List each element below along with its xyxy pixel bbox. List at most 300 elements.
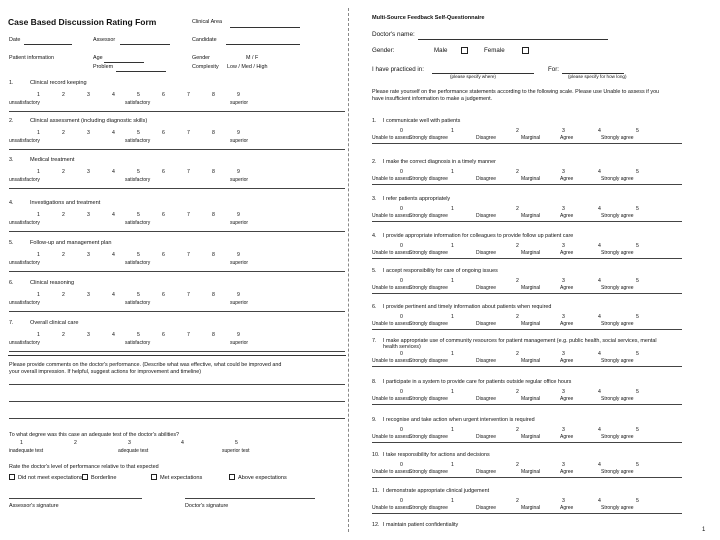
- scale-label: Agree: [560, 250, 574, 256]
- item-comment-line[interactable]: [9, 231, 345, 232]
- scale-label: Strongly disagree: [409, 250, 448, 256]
- date-label: Date: [9, 37, 21, 43]
- practiced-in-field[interactable]: [432, 66, 534, 74]
- scale-label: Disagree: [476, 250, 497, 256]
- scale-label: Strongly agree: [601, 285, 634, 291]
- expectation-option[interactable]: [82, 474, 117, 481]
- scale-option[interactable]: 8: [212, 212, 215, 218]
- scale-option[interactable]: 2: [516, 128, 519, 134]
- scale-label: Unable to assess: [372, 396, 411, 402]
- scale-label: Marginal: [521, 358, 541, 364]
- adequacy-option[interactable]: 4: [181, 440, 184, 446]
- scale-label: Strongly disagree: [409, 285, 448, 291]
- mid-anchor-label: satisfactory: [125, 300, 151, 306]
- age-label: Age: [93, 55, 103, 61]
- statement-number: 12.: [372, 522, 380, 528]
- mid-anchor-label: satisfactory: [125, 100, 151, 106]
- scale-label: Strongly disagree: [409, 469, 448, 475]
- adequacy-label: superior test: [222, 448, 250, 454]
- high-anchor-label: superior: [230, 260, 249, 266]
- scale-option[interactable]: 2: [62, 292, 65, 298]
- scale-option[interactable]: 3: [562, 206, 565, 212]
- scale-option[interactable]: 3: [87, 252, 90, 258]
- scale-option[interactable]: 8: [212, 332, 215, 338]
- statement-number: 8.: [372, 379, 377, 385]
- scale-option[interactable]: 1: [451, 243, 454, 249]
- scale-option[interactable]: 1: [37, 332, 40, 338]
- item-comment-line[interactable]: [9, 311, 345, 312]
- scale-option[interactable]: 6: [162, 252, 165, 258]
- scale-option[interactable]: 1: [451, 206, 454, 212]
- scale-option[interactable]: 0: [400, 462, 403, 468]
- expectation-option[interactable]: [151, 474, 202, 481]
- scale-option[interactable]: 2: [62, 332, 65, 338]
- scale-option[interactable]: 2: [516, 389, 519, 395]
- expectation-option[interactable]: [229, 474, 287, 481]
- scale-option[interactable]: 5: [137, 252, 140, 258]
- female-checkbox[interactable]: [522, 47, 529, 54]
- statement-text: I accept responsibility for care of ongoing issues: [383, 268, 498, 274]
- scale-label: Strongly agree: [601, 358, 634, 364]
- scale-label: Strongly disagree: [409, 434, 448, 440]
- low-anchor-label: unsatisfactory: [9, 260, 40, 266]
- scale-label: Marginal: [521, 135, 541, 141]
- scale-option[interactable]: 3: [562, 243, 565, 249]
- scale-option[interactable]: 3: [562, 351, 565, 357]
- scale-label: Agree: [560, 505, 574, 511]
- scale-label: Unable to assess: [372, 250, 411, 256]
- scale-option[interactable]: 8: [212, 252, 215, 258]
- scale-label: Disagree: [476, 213, 497, 219]
- item-comment-line[interactable]: [9, 111, 345, 112]
- candidate-label: Candidate: [192, 37, 217, 43]
- high-anchor-label: superior: [230, 138, 249, 144]
- scale-option[interactable]: 7: [187, 169, 190, 175]
- item-number: 1.: [9, 80, 14, 86]
- assessor-signature-line[interactable]: [9, 498, 142, 499]
- scale-option[interactable]: 4: [598, 314, 601, 320]
- scale-option[interactable]: 3: [562, 128, 565, 134]
- scale-option[interactable]: 9: [237, 212, 240, 218]
- checkbox[interactable]: [82, 474, 88, 480]
- high-anchor-label: superior: [230, 340, 249, 346]
- low-anchor-label: unsatisfactory: [9, 340, 40, 346]
- item-comment-line[interactable]: [9, 149, 345, 150]
- scale-option[interactable]: 1: [451, 427, 454, 433]
- scale-label: Unable to assess: [372, 505, 411, 511]
- scale-option[interactable]: 2: [516, 243, 519, 249]
- scale-label: Agree: [560, 135, 574, 141]
- scale-option[interactable]: 4: [112, 292, 115, 298]
- scale-option[interactable]: 8: [212, 130, 215, 136]
- comment-line[interactable]: [9, 384, 345, 385]
- statement-rule: [372, 442, 682, 443]
- scale-option[interactable]: 3: [562, 427, 565, 433]
- assessor-field[interactable]: [120, 37, 170, 45]
- mid-anchor-label: satisfactory: [125, 340, 151, 346]
- mid-anchor-label: satisfactory: [125, 138, 151, 144]
- adequacy-option[interactable]: 5: [235, 440, 238, 446]
- scale-label: Strongly agree: [601, 250, 634, 256]
- scale-option[interactable]: 3: [562, 278, 565, 284]
- scale-option[interactable]: 5: [137, 332, 140, 338]
- item-comment-line[interactable]: [9, 351, 345, 352]
- expectation-option[interactable]: [9, 474, 83, 481]
- patient-information-label: Patient information: [9, 55, 54, 61]
- statement-rule: [372, 184, 682, 185]
- scale-option[interactable]: 4: [598, 128, 601, 134]
- statement-text: I provide pertinent and timely information about patients when required: [383, 304, 552, 310]
- scale-option[interactable]: 2: [62, 92, 65, 98]
- statement-text: I make the correct diagnosis in a timely manner: [383, 159, 496, 165]
- statement-number: 2.: [372, 159, 377, 165]
- statement-text-continued: health services): [383, 344, 421, 350]
- scale-option[interactable]: 4: [598, 389, 601, 395]
- scale-option[interactable]: 3: [87, 292, 90, 298]
- item-title: Investigations and treatment: [30, 200, 101, 206]
- scale-option[interactable]: 2: [516, 351, 519, 357]
- statement-text: I provide appropriate information for colleagues to provide follow up patient care: [383, 233, 574, 239]
- scale-option[interactable]: 6: [162, 169, 165, 175]
- item-comment-line[interactable]: [9, 188, 345, 189]
- scale-option[interactable]: 8: [212, 169, 215, 175]
- scale-label: Strongly disagree: [409, 213, 448, 219]
- low-anchor-label: unsatisfactory: [9, 138, 40, 144]
- statement-rule: [372, 293, 682, 294]
- scale-option[interactable]: 1: [451, 351, 454, 357]
- scale-option[interactable]: 4: [598, 351, 601, 357]
- doctor-signature-label: Doctor's signature: [185, 503, 229, 509]
- statement-rule: [372, 513, 682, 514]
- assessor-signature-label: Assessor's signature: [9, 503, 59, 509]
- scale-label: Agree: [560, 434, 574, 440]
- scale-label: Agree: [560, 321, 574, 327]
- scale-label: Strongly disagree: [409, 358, 448, 364]
- scale-option[interactable]: 0: [400, 498, 403, 504]
- scale-option[interactable]: 0: [400, 314, 403, 320]
- item-number: 4.: [9, 200, 14, 206]
- item-number: 2.: [9, 118, 14, 124]
- scale-option[interactable]: 3: [87, 130, 90, 136]
- scale-option[interactable]: 1: [37, 130, 40, 136]
- scale-label: Agree: [560, 469, 574, 475]
- female-label: Female: [484, 47, 505, 54]
- doctors-name-field[interactable]: [418, 32, 608, 40]
- scale-option[interactable]: 9: [237, 292, 240, 298]
- scale-option[interactable]: 6: [162, 332, 165, 338]
- statement-rule: [372, 366, 682, 367]
- scale-option[interactable]: 4: [112, 130, 115, 136]
- scale-option[interactable]: 2: [62, 212, 65, 218]
- checkbox[interactable]: [229, 474, 235, 480]
- scale-option[interactable]: 5: [137, 130, 140, 136]
- scale-option[interactable]: 4: [598, 206, 601, 212]
- statement-text: I maintain patient confidentiality: [383, 522, 459, 528]
- gender-label-right: Gender:: [372, 47, 395, 54]
- scale-option[interactable]: 1: [37, 212, 40, 218]
- for-field[interactable]: [562, 66, 624, 74]
- scale-option[interactable]: 5: [636, 498, 639, 504]
- scale-option[interactable]: 2: [516, 498, 519, 504]
- scale-option[interactable]: 5: [636, 206, 639, 212]
- scale-label: Strongly agree: [601, 213, 634, 219]
- scale-option[interactable]: 5: [636, 351, 639, 357]
- scale-label: Disagree: [476, 469, 497, 475]
- scale-option[interactable]: 4: [598, 462, 601, 468]
- statement-number: 10.: [372, 452, 380, 458]
- scale-option[interactable]: 7: [187, 252, 190, 258]
- scale-option[interactable]: 0: [400, 169, 403, 175]
- scale-label: Marginal: [521, 505, 541, 511]
- scale-option[interactable]: 6: [162, 292, 165, 298]
- scale-option[interactable]: 1: [37, 292, 40, 298]
- scale-option[interactable]: 5: [636, 314, 639, 320]
- divider-line: [8, 355, 346, 356]
- scale-option[interactable]: 5: [636, 427, 639, 433]
- scale-option[interactable]: 4: [598, 243, 601, 249]
- scale-option[interactable]: 3: [87, 212, 90, 218]
- date-field[interactable]: [24, 37, 72, 45]
- adequacy-option[interactable]: 3: [128, 440, 131, 446]
- statement-number: 4.: [372, 233, 377, 239]
- rate-level-text: Rate the doctor's level of performance relative to that expected: [9, 464, 159, 470]
- scale-option[interactable]: 1: [37, 169, 40, 175]
- scale-option[interactable]: 4: [598, 169, 601, 175]
- scale-label: Strongly agree: [601, 396, 634, 402]
- scale-label: Strongly disagree: [409, 396, 448, 402]
- scale-option[interactable]: 4: [598, 498, 601, 504]
- statement-text: I recognise and take action when urgent intervention is required: [383, 417, 535, 423]
- scale-option[interactable]: 3: [562, 169, 565, 175]
- scale-option[interactable]: 1: [451, 314, 454, 320]
- statement-text: I refer patients appropriately: [383, 196, 451, 202]
- scale-option[interactable]: 8: [212, 92, 215, 98]
- scale-option[interactable]: 1: [451, 462, 454, 468]
- scale-label: Disagree: [476, 285, 497, 291]
- scale-label: Unable to assess: [372, 285, 411, 291]
- scale-option[interactable]: 9: [237, 130, 240, 136]
- high-anchor-label: superior: [230, 220, 249, 226]
- statement-rule: [372, 329, 682, 330]
- scale-option[interactable]: 5: [137, 292, 140, 298]
- practiced-in-label: I have practiced in:: [372, 66, 424, 73]
- scale-label: Agree: [560, 358, 574, 364]
- scale-option[interactable]: 5: [636, 169, 639, 175]
- assessor-label: Assessor: [93, 37, 116, 43]
- statement-number: 11.: [372, 488, 380, 494]
- statement-rule: [372, 221, 682, 222]
- item-title: Medical treatment: [30, 157, 75, 163]
- scale-option[interactable]: 1: [37, 252, 40, 258]
- scale-option[interactable]: 2: [516, 206, 519, 212]
- scale-option[interactable]: 1: [451, 389, 454, 395]
- scale-label: Agree: [560, 396, 574, 402]
- scale-label: Marginal: [521, 176, 541, 182]
- comment-line[interactable]: [9, 418, 345, 419]
- adequacy-question: To what degree was this case an adequate test of the doctor's abilities?: [9, 432, 180, 438]
- right-form-title: Multi-Source Feedback Self-Questionnaire: [372, 15, 485, 21]
- scale-option[interactable]: 9: [237, 332, 240, 338]
- scale-option[interactable]: 0: [400, 278, 403, 284]
- scale-option[interactable]: 5: [636, 462, 639, 468]
- scale-label: Strongly agree: [601, 321, 634, 327]
- item-comment-line[interactable]: [9, 271, 345, 272]
- expectation-label: Met expectations: [160, 475, 203, 481]
- item-number: 7.: [9, 320, 14, 326]
- scale-option[interactable]: 4: [598, 427, 601, 433]
- scale-option[interactable]: 1: [451, 278, 454, 284]
- scale-option[interactable]: 1: [451, 169, 454, 175]
- statement-rule: [372, 404, 682, 405]
- scale-option[interactable]: 3: [562, 389, 565, 395]
- scale-option[interactable]: 5: [137, 212, 140, 218]
- scale-option[interactable]: 0: [400, 128, 403, 134]
- scale-label: Unable to assess: [372, 213, 411, 219]
- scale-label: Unable to assess: [372, 469, 411, 475]
- scale-option[interactable]: 5: [137, 169, 140, 175]
- scale-option[interactable]: 4: [112, 169, 115, 175]
- scale-label: Disagree: [476, 135, 497, 141]
- expectation-label: Above expectations: [238, 475, 287, 481]
- item-title: Clinical reasoning: [30, 280, 75, 286]
- scale-option[interactable]: 0: [400, 427, 403, 433]
- scale-label: Marginal: [521, 396, 541, 402]
- scale-label: Disagree: [476, 434, 497, 440]
- statement-text: I participate in a system to provide care for patients outside regular office hours: [383, 379, 572, 385]
- scale-option[interactable]: 1: [451, 128, 454, 134]
- scale-option[interactable]: 5: [636, 128, 639, 134]
- scale-option[interactable]: 7: [187, 332, 190, 338]
- item-title: Clinical assessment (including diagnostic skills): [30, 118, 148, 124]
- scale-option[interactable]: 0: [400, 351, 403, 357]
- comments-instruction-2: your overall impression. If helpful, suggest actions for improvement and timeline): [9, 369, 202, 375]
- scale-label: Strongly agree: [601, 505, 634, 511]
- scale-option[interactable]: 3: [562, 462, 565, 468]
- statement-text: I make appropriate use of community resources for patient management (e.g. public health, social services, mental: [383, 338, 657, 344]
- statement-number: 6.: [372, 304, 377, 310]
- scale-option[interactable]: 3: [87, 332, 90, 338]
- checkbox[interactable]: [9, 474, 15, 480]
- scale-option[interactable]: 5: [636, 278, 639, 284]
- gender-label: Gender: [192, 55, 210, 61]
- scale-label: Strongly agree: [601, 176, 634, 182]
- scale-option[interactable]: 6: [162, 130, 165, 136]
- scale-label: Marginal: [521, 250, 541, 256]
- doctor-signature-line[interactable]: [185, 498, 315, 499]
- comment-line[interactable]: [9, 401, 345, 402]
- statement-rule: [372, 258, 682, 259]
- high-anchor-label: superior: [230, 100, 249, 106]
- scale-option[interactable]: 9: [237, 252, 240, 258]
- scale-option[interactable]: 7: [187, 130, 190, 136]
- scale-option[interactable]: 2: [62, 169, 65, 175]
- scale-option[interactable]: 7: [187, 292, 190, 298]
- item-number: 5.: [9, 240, 14, 246]
- scale-label: Strongly disagree: [409, 135, 448, 141]
- instructions-line-1: Please rate yourself on the performance statements according to the following scale. Please use Unable to assess if you: [372, 89, 660, 95]
- scale-option[interactable]: 4: [112, 92, 115, 98]
- scale-option[interactable]: 4: [112, 212, 115, 218]
- scale-option[interactable]: 0: [400, 389, 403, 395]
- low-anchor-label: unsatisfactory: [9, 300, 40, 306]
- statement-number: 9.: [372, 417, 377, 423]
- scale-option[interactable]: 2: [516, 427, 519, 433]
- specify-how-long-hint: (please specify for how long): [568, 74, 627, 79]
- adequacy-option[interactable]: 2: [74, 440, 77, 446]
- scale-option[interactable]: 2: [516, 169, 519, 175]
- scale-label: Agree: [560, 213, 574, 219]
- scale-option[interactable]: 1: [37, 92, 40, 98]
- male-checkbox[interactable]: [461, 47, 468, 54]
- adequacy-label: inadequate test: [9, 448, 44, 454]
- complexity-value[interactable]: Low / Med / High: [227, 64, 268, 70]
- problem-field[interactable]: [116, 64, 166, 72]
- item-title: Clinical record keeping: [30, 80, 87, 86]
- scale-option[interactable]: 1: [451, 498, 454, 504]
- scale-option[interactable]: 2: [516, 314, 519, 320]
- scale-option[interactable]: 5: [137, 92, 140, 98]
- statement-number: 7.: [372, 338, 377, 344]
- scale-label: Unable to assess: [372, 434, 411, 440]
- scale-label: Disagree: [476, 396, 497, 402]
- scale-label: Strongly disagree: [409, 321, 448, 327]
- adequacy-option[interactable]: 1: [20, 440, 23, 446]
- scale-option[interactable]: 9: [237, 169, 240, 175]
- scale-option[interactable]: 4: [112, 332, 115, 338]
- scale-option[interactable]: 2: [62, 252, 65, 258]
- scale-option[interactable]: 7: [187, 212, 190, 218]
- low-anchor-label: unsatisfactory: [9, 177, 40, 183]
- scale-option[interactable]: 6: [162, 212, 165, 218]
- gender-value[interactable]: M / F: [246, 55, 259, 61]
- scale-option[interactable]: 2: [516, 278, 519, 284]
- age-field[interactable]: [104, 55, 144, 63]
- scale-option[interactable]: 5: [636, 389, 639, 395]
- scale-option[interactable]: 3: [87, 169, 90, 175]
- scale-option[interactable]: 3: [87, 92, 90, 98]
- scale-option[interactable]: 7: [187, 92, 190, 98]
- scale-option[interactable]: 0: [400, 206, 403, 212]
- clinical-area-field[interactable]: [230, 20, 300, 28]
- specify-where-hint: (please specify where): [450, 74, 496, 79]
- scale-option[interactable]: 5: [636, 243, 639, 249]
- scale-label: Unable to assess: [372, 135, 411, 141]
- page-divider: [348, 8, 349, 532]
- scale-label: Marginal: [521, 469, 541, 475]
- expectation-label: Did not meet expectations: [18, 475, 83, 481]
- scale-label: Disagree: [476, 505, 497, 511]
- scale-option[interactable]: 0: [400, 243, 403, 249]
- adequacy-label: adequate test: [118, 448, 149, 454]
- item-number: 3.: [9, 157, 14, 163]
- high-anchor-label: superior: [230, 300, 249, 306]
- scale-option[interactable]: 9: [237, 92, 240, 98]
- scale-option[interactable]: 2: [516, 462, 519, 468]
- statement-number: 3.: [372, 196, 377, 202]
- checkbox[interactable]: [151, 474, 157, 480]
- scale-label: Unable to assess: [372, 358, 411, 364]
- scale-option[interactable]: 2: [62, 130, 65, 136]
- scale-label: Agree: [560, 176, 574, 182]
- scale-option[interactable]: 3: [562, 314, 565, 320]
- scale-option[interactable]: 4: [112, 252, 115, 258]
- scale-option[interactable]: 6: [162, 92, 165, 98]
- scale-option[interactable]: 8: [212, 292, 215, 298]
- scale-option[interactable]: 3: [562, 498, 565, 504]
- scale-label: Strongly agree: [601, 135, 634, 141]
- candidate-field[interactable]: [226, 37, 300, 45]
- scale-option[interactable]: 4: [598, 278, 601, 284]
